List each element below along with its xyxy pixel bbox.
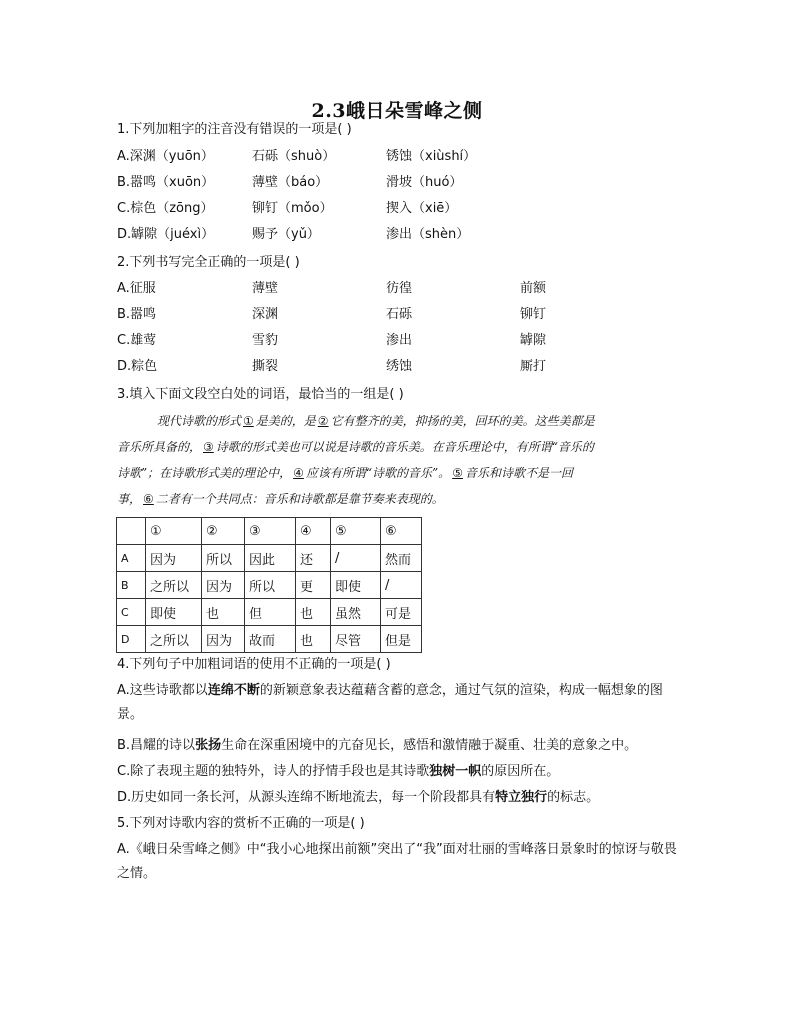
option-text: 生命在深重困境中的亢奋见长，感悟和激情融于凝重、壮美的意象之中。 xyxy=(221,738,638,753)
table-cell: 所以 xyxy=(202,545,245,572)
table-cell: 之所以 xyxy=(146,626,202,653)
q2-a-2: 薄壁 xyxy=(252,281,279,296)
blank-5: ⑤ xyxy=(452,466,463,480)
table-header-row xyxy=(117,518,422,545)
table-header-cell: ③ xyxy=(245,518,296,545)
option-text: B.昌耀的诗以 xyxy=(117,738,196,753)
option-text: 的新颖意象表达蕴藉含蓄的意念，通过气氛的渲染，构成一幅想象的图景。 xyxy=(117,683,663,722)
table-cell: 因此 xyxy=(245,545,296,572)
table-cell: 虽然 xyxy=(331,599,381,626)
option-text: 的标志。 xyxy=(547,790,600,805)
option-text: 的原因所在。 xyxy=(481,764,560,779)
q2-b-3: 石砾 xyxy=(386,307,413,322)
table-cell: 尽管 xyxy=(331,626,381,653)
passage-text: 它有整齐的美，抑扬的美，回环的美。这些美都是 xyxy=(330,414,595,428)
table-cell: 因为 xyxy=(202,572,245,599)
q1-c-3: 揳入（xiē） xyxy=(386,201,458,216)
blank-2: ② xyxy=(317,414,329,428)
table-row xyxy=(117,626,422,653)
q2-c-3: 渗出 xyxy=(386,333,413,348)
table-cell xyxy=(117,518,146,545)
table-cell: 即使 xyxy=(331,572,381,599)
passage-line-4 xyxy=(117,486,683,512)
table-header-cell: ④ xyxy=(296,518,331,545)
q3-stem: 3.填入下面文段空白处的词语，最恰当的一组是( ) xyxy=(117,387,404,402)
table-cell: 之所以 xyxy=(146,572,202,599)
table-cell: 也 xyxy=(202,599,245,626)
passage-line-2 xyxy=(117,434,683,460)
passage-text: 音乐和诗歌不是一回 xyxy=(464,466,573,480)
q1-c-1: C.棕色（zōng） xyxy=(117,201,214,216)
q1-b-1: B.嚣鸣（xuōn） xyxy=(117,175,215,190)
q2-d-4: 厮打 xyxy=(520,359,547,374)
table-row xyxy=(117,545,422,572)
q4-stem: 4.下列句子中加粗词语的使用不正确的一项是( ) xyxy=(117,657,391,672)
passage-text: 事， xyxy=(117,492,142,506)
table-cell: 也 xyxy=(296,626,331,653)
q2-a-3: 彷徨 xyxy=(386,281,413,296)
option-text: C.除了表现主题的独特外，诗人的抒情手段也是其诗歌 xyxy=(117,764,430,779)
passage-text: 诗歌的形式美也可以说是诗歌的音乐美。在音乐理论中，有所谓“音乐的 xyxy=(215,440,594,454)
passage-text: 音乐所具备的， xyxy=(117,440,202,454)
bold-term: 连绵不断 xyxy=(207,683,260,698)
q1-a-3: 锈蚀（xiùshí） xyxy=(386,149,477,164)
q2-c-1: C.雄莺 xyxy=(117,333,157,348)
blank-1: ① xyxy=(243,414,254,428)
q2-c-2: 雪豹 xyxy=(252,333,279,348)
q2-b-2: 深渊 xyxy=(252,307,279,322)
q2-b-1: B.嚣鸣 xyxy=(117,307,157,322)
table-cell: 所以 xyxy=(245,572,296,599)
passage-text: 应该有所谓“诗歌的音乐”。 xyxy=(305,466,451,480)
q2-a-1: A.征服 xyxy=(117,281,156,296)
q3-answer-table xyxy=(116,517,422,653)
q2-a-4: 前额 xyxy=(520,281,547,296)
bold-term: 独树一帜 xyxy=(429,764,482,779)
row-label: D xyxy=(117,626,146,653)
table-cell: 但是 xyxy=(381,626,422,653)
table-cell: 故而 xyxy=(245,626,296,653)
passage-line-3 xyxy=(117,460,683,486)
q4-option-c xyxy=(117,760,687,784)
q2-c-4: 罅隙 xyxy=(520,333,547,348)
q5-option-a: A.《峨日朵雪峰之侧》中“我小心地探出前额”突出了“我”面对壮丽的雪峰落日景象时的惊讶与敬畏之情。 xyxy=(117,842,677,881)
q1-b-3: 滑坡（huó） xyxy=(386,175,463,190)
blank-4: ④ xyxy=(293,466,304,480)
table-header-cell: ② xyxy=(202,518,245,545)
q1-stem: 1.下列加粗字的注音没有错误的一项是( ) xyxy=(117,122,352,137)
table-cell: / xyxy=(381,572,422,599)
blank-6: ⑥ xyxy=(143,492,154,506)
passage-line-1 xyxy=(117,408,683,434)
table-cell: 因为 xyxy=(202,626,245,653)
q2-d-2: 撕裂 xyxy=(252,359,279,374)
table-cell: / xyxy=(331,545,381,572)
passage-text: 诗歌”；在诗歌形式美的理论中， xyxy=(117,466,292,480)
passage-text: 是美的，是 xyxy=(255,414,316,428)
row-label: A xyxy=(117,545,146,572)
table-cell: 然而 xyxy=(381,545,422,572)
passage-text: 现代诗歌的形式 xyxy=(157,414,242,428)
q1-d-1: D.罅隙（juéxì） xyxy=(117,227,215,242)
table-header-cell: ⑤ xyxy=(331,518,381,545)
table-cell: 因为 xyxy=(146,545,202,572)
q1-b-2: 薄壁（báo） xyxy=(252,175,329,190)
q1-c-2: 铆钉（mǒo） xyxy=(252,201,333,216)
q4-option-d xyxy=(117,786,687,810)
q3-passage xyxy=(117,408,683,512)
table-row xyxy=(117,572,422,599)
option-text: D.历史如同一条长河，从源头连绵不断地流去，每一个阶段都具有 xyxy=(117,790,496,805)
table-row xyxy=(117,599,422,626)
table-cell: 还 xyxy=(296,545,331,572)
q1-a-2: 石砾（shuò） xyxy=(252,149,336,164)
bold-term: 特立独行 xyxy=(495,790,548,805)
table-cell: 也 xyxy=(296,599,331,626)
table-cell: 更 xyxy=(296,572,331,599)
q1-a-1: A.深渊（yuōn） xyxy=(117,149,214,164)
q2-d-3: 绣蚀 xyxy=(386,359,413,374)
q2-b-4: 铆钉 xyxy=(520,307,547,322)
q1-d-3: 渗出（shèn） xyxy=(386,227,470,242)
table-cell: 即使 xyxy=(146,599,202,626)
row-label: B xyxy=(117,572,146,599)
q5-stem: 5.下列对诗歌内容的赏析不正确的一项是( ) xyxy=(117,816,365,831)
table-cell: 但 xyxy=(245,599,296,626)
blank-3: ③ xyxy=(203,440,214,454)
q2-stem: 2.下列书写完全正确的一项是( ) xyxy=(117,255,300,270)
table-header-cell: ⑥ xyxy=(381,518,422,545)
q1-d-2: 赐予（yǔ） xyxy=(252,227,320,242)
passage-text: 二者有一个共同点：音乐和诗歌都是靠节奏来表现的。 xyxy=(155,492,444,506)
bold-term: 张扬 xyxy=(195,738,222,753)
q2-d-1: D.粽色 xyxy=(117,359,158,374)
table-header-cell: ① xyxy=(146,518,202,545)
page-title: 2.3峨日朵雪峰之侧 xyxy=(311,100,483,122)
table-cell: 可是 xyxy=(381,599,422,626)
row-label: C xyxy=(117,599,146,626)
q4-option-b xyxy=(117,734,687,758)
option-text: A.这些诗歌都以 xyxy=(117,683,208,698)
q4-option-a xyxy=(117,679,687,727)
